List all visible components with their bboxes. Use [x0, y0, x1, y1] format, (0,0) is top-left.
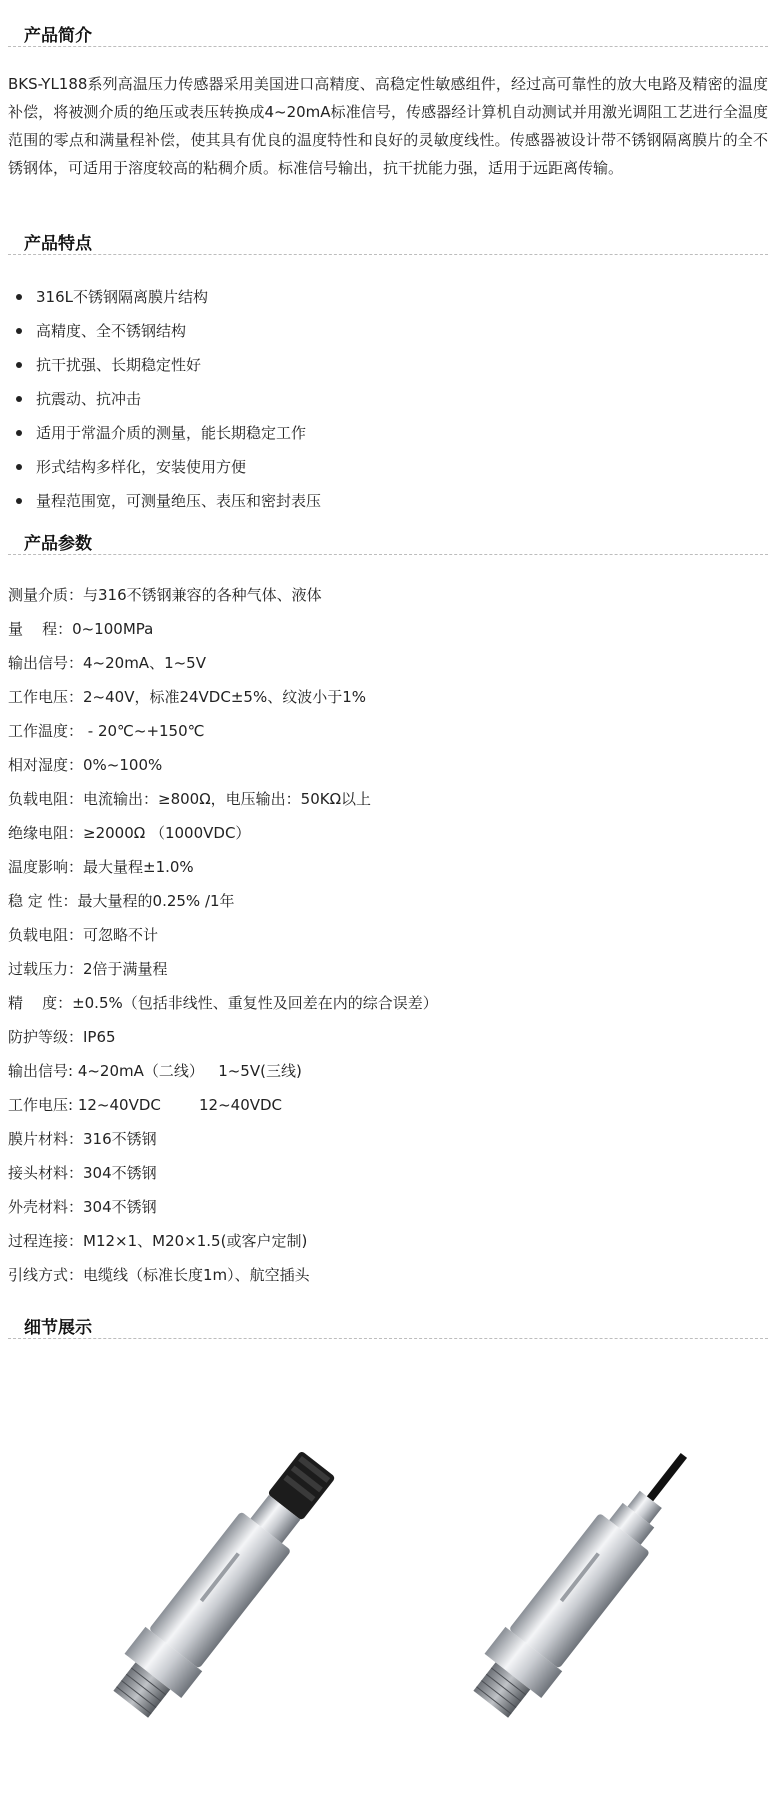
- feature-item: 抗干扰强、长期稳定性好: [8, 348, 748, 382]
- param-row: 工作温度： - 20℃~+150℃: [8, 722, 205, 740]
- param-row: 引线方式：电缆线（标准长度1m）、航空插头: [8, 1266, 310, 1284]
- section-detail-title: 细节展示: [24, 1318, 92, 1338]
- section-features-title: 产品特点: [24, 234, 92, 254]
- feature-item: 形式结构多样化，安装使用方便: [8, 450, 748, 484]
- param-row: 负载电阻：可忽略不计: [8, 926, 159, 944]
- section-features-header: [8, 226, 768, 255]
- param-row: 输出信号：4~20mA、1~5V: [8, 654, 206, 672]
- params-list: [8, 578, 768, 1292]
- param-row: 过程连接：M12×1、M20×1.5(或客户定制): [8, 1232, 308, 1250]
- param-row: 工作电压：2~40V，标准24VDC±5%、纹波小于1%: [8, 688, 366, 706]
- param-row: 外壳材料：304不锈钢: [8, 1198, 157, 1216]
- feature-item: 适用于常温介质的测量，能长期稳定工作: [8, 416, 748, 450]
- section-params-header: [8, 526, 768, 555]
- feature-item: 316L不锈钢隔离膜片结构: [8, 280, 748, 314]
- sensor-image-connector: [70, 1420, 360, 1750]
- param-row: 输出信号: 4~20mA（二线） 1~5V(三线): [8, 1062, 302, 1080]
- param-row: 相对湿度：0%~100%: [8, 756, 163, 774]
- param-row: 精 度：±0.5%（包括非线性、重复性及回差在内的综合误差）: [8, 994, 438, 1012]
- param-row: 膜片材料：316不锈钢: [8, 1130, 157, 1148]
- param-row: 量 程：0~100MPa: [8, 620, 154, 638]
- param-row: 稳 定 性：最大量程的0.25% /1年: [8, 892, 235, 910]
- feature-item: 抗震动、抗冲击: [8, 382, 748, 416]
- param-row: 过载压力：2倍于满量程: [8, 960, 168, 978]
- feature-item: 高精度、全不锈钢结构: [8, 314, 748, 348]
- param-row: 温度影响：最大量程±1.0%: [8, 858, 194, 876]
- section-detail-header: [8, 1310, 768, 1339]
- param-row: 绝缘电阻：≥2000Ω （1000VDC）: [8, 824, 251, 842]
- intro-paragraph: BKS-YL188系列高温压力传感器采用美国进口高精度、高稳定性敏感组件，经过高可靠性的放大电路及精密的温度补偿，将被测介质的绝压或表压转换成4~20mA标准信号，传感器经计算机自动测试并用激光调阻工艺进行全温度范围的零点和满量程补偿，使其具有优良的温度特性和良好的灵敏度线性。传感器被设计带不锈钢隔离膜片的全不锈钢体，可适用于溶度较高的粘稠介质。标准信号输出，抗干扰能力强，适用于远距离传输。: [8, 75, 768, 177]
- param-row: 防护等级：IP65: [8, 1028, 116, 1046]
- param-row: 负载电阻：电流输出：≥800Ω，电压输出：50KΩ以上: [8, 790, 372, 808]
- section-params-title: 产品参数: [24, 534, 92, 554]
- param-row: 接头材料：304不锈钢: [8, 1164, 157, 1182]
- section-intro-header: [8, 18, 768, 47]
- param-row: 工作电压: 12~40VDC 12~40VDC: [8, 1096, 283, 1114]
- feature-item: 量程范围宽，可测量绝压、表压和密封表压: [8, 484, 748, 518]
- param-row: 测量介质：与316不锈钢兼容的各种气体、液体: [8, 586, 322, 604]
- sensor-image-cable: [430, 1420, 720, 1750]
- section-intro-title: 产品简介: [24, 26, 92, 46]
- features-list: [8, 280, 748, 518]
